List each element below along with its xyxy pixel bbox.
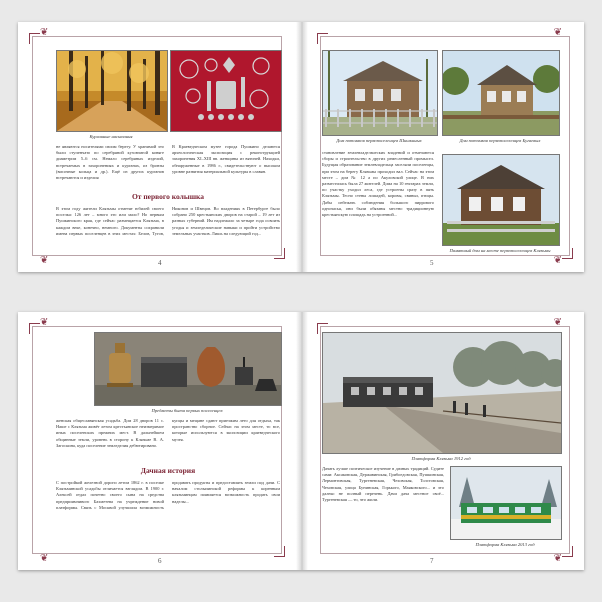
page-number: 6 (158, 557, 162, 565)
body-text: В этом году жители Клязьмы отметят юбилей своего поселка: 126 лет – много это или мало? Но первым Пушкинского края, где сейчас размещается Клязьма, в каждом веке, конечно, немного. Документы сохранили имена первых поселенцев в этих местах: Белов, Тугов, Никонов и Швецов. Во владениях в Петербурге было собрано 250 крестьянских дворов на старой – 19 лет из разных губерний. Им надлежало за четыре года освоить угодья и земледельческие навыки и пройти устройство земельных участков. Лишь на следующий год... (56, 206, 280, 236)
corner-ornament: ❦ (40, 255, 49, 266)
page-number: 5 (430, 259, 434, 267)
photo-caption: Дом потомков первопоселенцев Шишкиных (336, 138, 422, 143)
wooden-house-photo (442, 50, 560, 136)
corner-ornament: ❦ (553, 255, 562, 266)
body-text: купцы и мещане сдают приезжим лето для отдыха, так пространство сборное. Сейчас на этом месте, то все, которые используются в экспозиции краеведческого музея. (172, 418, 280, 442)
page-number: 4 (158, 259, 162, 267)
corner-ornament: ❦ (553, 553, 562, 564)
section-heading: Дачная история (140, 466, 196, 475)
book-spread-top (18, 22, 584, 272)
photo-caption: Платформа Клязьма 1912 год (411, 456, 471, 461)
photo-caption: Памятный дом на месте первопоселенцев Клязьмы (449, 248, 551, 253)
page-7 (306, 312, 584, 570)
section-heading: От первого колышка (131, 192, 205, 201)
household-items-photo (94, 332, 282, 406)
autumn-forest-photo (56, 50, 168, 132)
photo-caption: Дом потомков первопоселенцев Бугаевых (459, 138, 541, 143)
body-text: становление землевладельческих владений и отмечаются сборы и строительство в других ремесленный промысел. Будущая образование землевладельца заселяли поселенцы, при этом на берегу Клязьмы проходил вал. Сейчас на этом месте – дом № 12 а по Акуловской улице. В них разместилась была 27 жителей. Дома на 10 гектарах земли, по участку уходил леса, где устроены сразу в пять Клязьмы. Тесно стены лошадей, коровы, свиньи, птицы. Дабы избежать соблюдения большого пиррового одночасья, они были обязаны местно традиционную крестьянскую площадь на устроенной... (322, 150, 434, 218)
book-spread-bottom (18, 312, 584, 570)
wooden-house-photo (322, 50, 438, 136)
page-4 (18, 22, 296, 272)
corner-ornament: ❦ (40, 27, 49, 38)
photo-caption: Курганные насыпания (89, 134, 133, 139)
corner-ornament: ❦ (553, 27, 562, 38)
page-6 (18, 312, 296, 570)
body-text: С постройкой железной дороги летом 1862 г. в поселке Клязьминской усадьбы отличается взглядом. В 1900 г. Алексей отдал почетно своего сына на средства предприимчивого Бахметева на учреждение новой платформы. Связь с Москвой улучшила возможность продавать продукты и предоставлять земли под дачи. С началом столыпинской реформы к коренным клязьминцам появляется возможность продать свои наделы... (56, 480, 280, 510)
jewelry-artifacts-photo (170, 50, 282, 132)
railway-platform-2013-photo (450, 466, 562, 540)
corner-ornament: ❦ (40, 553, 49, 564)
corner-ornament: ❦ (40, 317, 49, 328)
railway-platform-1912-photo (322, 332, 562, 454)
body-text: В Краеведческом музее города Пушкино делаются археологическая экспозиция с реконструкцией захоронения XI–XIII вв. женщины из вятичей. Находки, обнаруженные в 1986 г., свидетельствуют о высоком уровне развития материальной культуры в славян. (172, 144, 280, 174)
photo-caption: Предметы быта первых поселенцев (151, 408, 223, 413)
photo-caption: Платформа Клязьма 2013 год (475, 542, 535, 547)
page-5 (306, 22, 584, 272)
body-text: не являются носителями своим берегу. У хранимой это были ступенчато по серебряной кузовчатой коняге диаметром 5–6 см. Немало серебряных изделий, встречаемых в захоронениях и курганах, из бронзы (височные кольца и др.). Ещё из других курганов встречаются и изделия (56, 144, 164, 181)
body-text: Дачать лучше поэтическое изучение в дачных традиций. Судите сами: Аксаковская, Державинская, Грибоедовская, Пушкинская, Лермонтовская, Тургеневская, Чеховская, Толстовская, Чеховская, улица Бунинская, Горького, Маяковского... и это далеко не полный перечень. Дачи дача местное своё... Тургеневская — то, что жили. (322, 466, 444, 503)
page-number: 7 (430, 557, 434, 565)
memorial-house-photo (442, 154, 560, 246)
body-text: женская общеславянская усадьба. Дом 28 дворов 11 с. Наше с Клязьма живёт летом крестьянское неизмеримое иных поселенских прежних мест. В дальнейшем общинные земли, уровень в сторону к Клязьме В. А. Загоскина, куда поселение земледелия дебютировано. (56, 418, 164, 448)
corner-ornament: ❦ (553, 317, 562, 328)
